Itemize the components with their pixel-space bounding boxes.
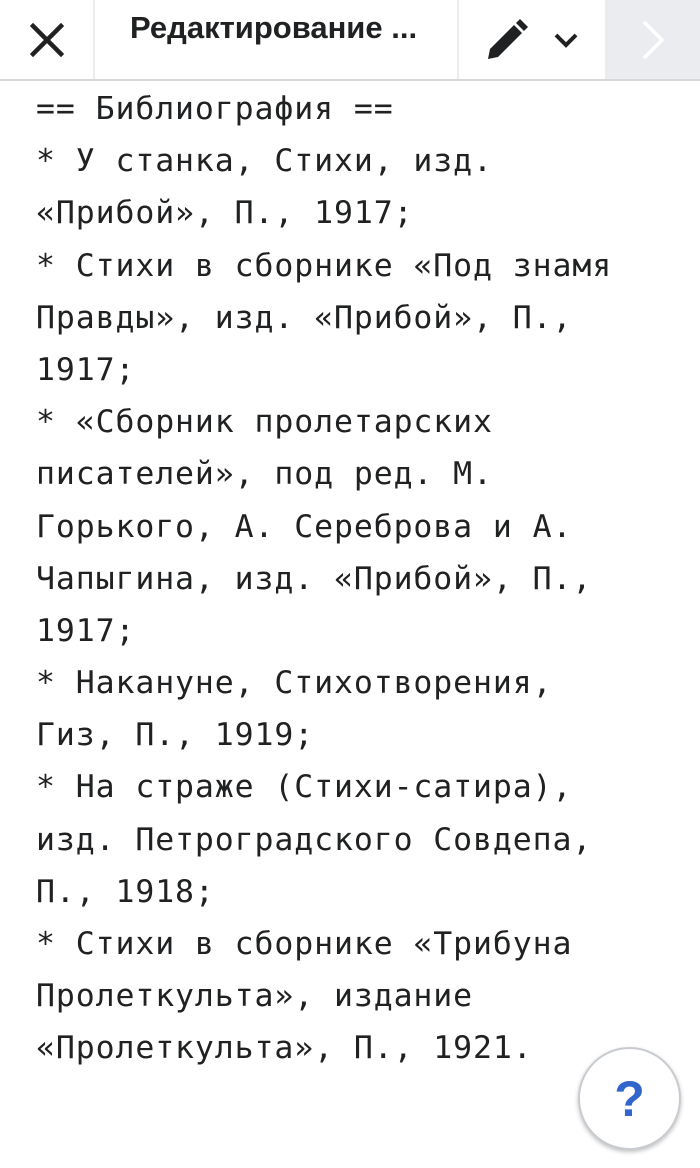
help-icon: ? — [614, 1070, 645, 1127]
editor-line[interactable]: 1917; — [36, 351, 136, 388]
editor-line[interactable]: == Библиография == — [36, 91, 394, 127]
editor-line[interactable]: Горького, А. Сереброва и А. — [36, 508, 573, 545]
editor-line[interactable]: писателей», под ред. М. — [36, 456, 493, 493]
chevron-down-icon — [554, 32, 578, 48]
page-title: Редактирование ... — [130, 10, 418, 45]
editor-line[interactable]: * Накануне, Стихотворения, — [36, 665, 553, 702]
editor-line[interactable]: * Стихи в сборнике «Трибуна — [36, 926, 573, 962]
editor-line[interactable]: Пролеткульта», издание — [36, 978, 474, 1015]
pencil-icon — [486, 19, 528, 61]
edit-mode-button[interactable] — [457, 0, 605, 79]
help-button[interactable] — [578, 1047, 681, 1150]
editor-line[interactable]: Правды», изд. «Прибой», П., — [36, 299, 573, 336]
editor-line[interactable]: * На страже (Стихи-сатира), — [36, 769, 573, 806]
editor-line[interactable]: 1917; — [36, 612, 136, 649]
editor-line[interactable]: Гиз, П., 1919; — [36, 717, 315, 754]
chevron-right-icon — [640, 20, 666, 60]
next-button[interactable] — [605, 0, 700, 79]
editor-line[interactable]: * Стихи в сборнике «Под знамя — [36, 247, 613, 284]
top-toolbar — [0, 0, 700, 81]
editor-line[interactable]: * У станка, Стихи, изд. — [36, 143, 493, 180]
editor-line[interactable]: «Пролеткульта», П., 1921. — [36, 1030, 533, 1067]
editor-line[interactable]: «Прибой», П., 1917; — [36, 195, 414, 232]
editor-line[interactable]: изд. Петроградского Совдепа, — [36, 821, 593, 858]
editor-line[interactable]: Чапыгина, изд. «Прибой», П., — [36, 560, 593, 597]
editor-line[interactable]: П., 1918; — [36, 873, 215, 910]
editor-line[interactable]: * «Сборник пролетарских — [36, 404, 493, 441]
close-icon — [30, 23, 64, 57]
close-button[interactable] — [0, 0, 95, 79]
wikitext-editor[interactable] — [36, 83, 676, 1075]
